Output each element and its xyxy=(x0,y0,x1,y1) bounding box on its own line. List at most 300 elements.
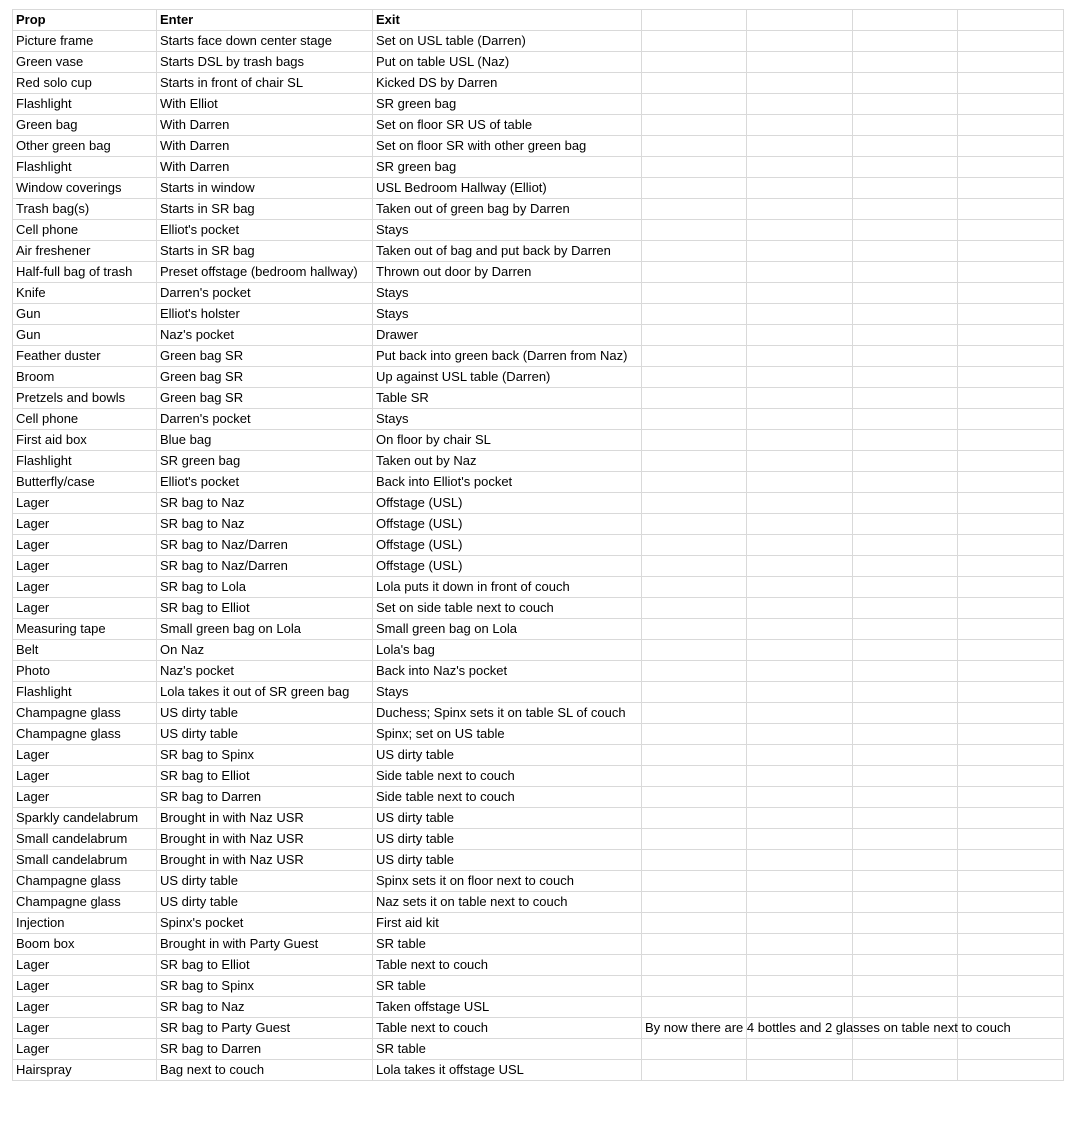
note-cell[interactable] xyxy=(642,283,747,304)
empty-cell[interactable] xyxy=(958,1039,1064,1060)
empty-cell[interactable] xyxy=(747,409,853,430)
note-cell[interactable] xyxy=(642,325,747,346)
empty-cell[interactable] xyxy=(853,493,958,514)
prop-cell[interactable]: Knife xyxy=(13,283,157,304)
empty-cell[interactable] xyxy=(747,304,853,325)
exit-cell[interactable]: Set on floor SR US of table xyxy=(373,115,642,136)
exit-cell[interactable]: Taken out by Naz xyxy=(373,451,642,472)
empty-cell[interactable] xyxy=(747,808,853,829)
empty-cell[interactable] xyxy=(958,157,1064,178)
enter-cell[interactable]: US dirty table xyxy=(157,871,373,892)
prop-cell[interactable]: Red solo cup xyxy=(13,73,157,94)
empty-cell[interactable] xyxy=(958,409,1064,430)
note-cell[interactable] xyxy=(642,619,747,640)
empty-cell[interactable] xyxy=(747,178,853,199)
enter-cell[interactable]: Starts in SR bag xyxy=(157,199,373,220)
empty-cell[interactable] xyxy=(853,220,958,241)
note-cell[interactable] xyxy=(642,157,747,178)
prop-cell[interactable]: Small candelabrum xyxy=(13,850,157,871)
empty-cell[interactable] xyxy=(958,367,1064,388)
empty-cell[interactable] xyxy=(853,94,958,115)
empty-cell[interactable] xyxy=(853,31,958,52)
prop-cell[interactable]: Champagne glass xyxy=(13,703,157,724)
empty-cell[interactable] xyxy=(958,619,1064,640)
empty-cell[interactable] xyxy=(747,262,853,283)
exit-cell[interactable]: US dirty table xyxy=(373,808,642,829)
note-cell[interactable] xyxy=(642,703,747,724)
header-exit[interactable]: Exit xyxy=(373,10,642,31)
exit-cell[interactable]: Table next to couch xyxy=(373,1018,642,1039)
header-empty-cell[interactable] xyxy=(958,10,1064,31)
enter-cell[interactable]: Starts in SR bag xyxy=(157,241,373,262)
note-cell[interactable] xyxy=(642,1060,747,1081)
empty-cell[interactable] xyxy=(853,724,958,745)
empty-cell[interactable] xyxy=(853,934,958,955)
empty-cell[interactable] xyxy=(958,682,1064,703)
prop-cell[interactable]: Lager xyxy=(13,556,157,577)
prop-cell[interactable]: Lager xyxy=(13,955,157,976)
empty-cell[interactable] xyxy=(958,556,1064,577)
empty-cell[interactable] xyxy=(958,577,1064,598)
enter-cell[interactable]: US dirty table xyxy=(157,703,373,724)
empty-cell[interactable] xyxy=(853,304,958,325)
prop-cell[interactable]: Cell phone xyxy=(13,220,157,241)
note-cell[interactable] xyxy=(642,451,747,472)
note-cell[interactable] xyxy=(642,1039,747,1060)
empty-cell[interactable] xyxy=(853,346,958,367)
enter-cell[interactable]: SR bag to Naz/Darren xyxy=(157,535,373,556)
note-cell[interactable] xyxy=(642,934,747,955)
header-prop[interactable]: Prop xyxy=(13,10,157,31)
note-cell[interactable] xyxy=(642,220,747,241)
empty-cell[interactable] xyxy=(958,304,1064,325)
empty-cell[interactable] xyxy=(747,682,853,703)
note-cell[interactable] xyxy=(642,745,747,766)
empty-cell[interactable] xyxy=(958,1060,1064,1081)
prop-cell[interactable]: Pretzels and bowls xyxy=(13,388,157,409)
enter-cell[interactable]: Starts in window xyxy=(157,178,373,199)
prop-cell[interactable]: Feather duster xyxy=(13,346,157,367)
prop-cell[interactable]: Butterfly/case xyxy=(13,472,157,493)
prop-cell[interactable]: Belt xyxy=(13,640,157,661)
empty-cell[interactable] xyxy=(958,241,1064,262)
empty-cell[interactable] xyxy=(958,640,1064,661)
empty-cell[interactable] xyxy=(747,913,853,934)
prop-cell[interactable]: Lager xyxy=(13,1018,157,1039)
empty-cell[interactable] xyxy=(747,535,853,556)
exit-cell[interactable]: Offstage (USL) xyxy=(373,535,642,556)
empty-cell[interactable] xyxy=(853,661,958,682)
header-empty-cell[interactable] xyxy=(853,10,958,31)
note-cell[interactable] xyxy=(642,493,747,514)
empty-cell[interactable] xyxy=(747,451,853,472)
prop-cell[interactable]: Flashlight xyxy=(13,451,157,472)
exit-cell[interactable]: Stays xyxy=(373,220,642,241)
prop-cell[interactable]: Air freshener xyxy=(13,241,157,262)
note-cell[interactable] xyxy=(642,808,747,829)
empty-cell[interactable] xyxy=(853,472,958,493)
exit-cell[interactable]: First aid kit xyxy=(373,913,642,934)
empty-cell[interactable] xyxy=(958,808,1064,829)
note-cell[interactable] xyxy=(642,514,747,535)
enter-cell[interactable]: SR bag to Naz/Darren xyxy=(157,556,373,577)
empty-cell[interactable] xyxy=(853,367,958,388)
note-cell[interactable] xyxy=(642,304,747,325)
exit-cell[interactable]: Table SR xyxy=(373,388,642,409)
note-cell[interactable] xyxy=(642,892,747,913)
exit-cell[interactable]: Thrown out door by Darren xyxy=(373,262,642,283)
empty-cell[interactable] xyxy=(747,220,853,241)
enter-cell[interactable]: SR bag to Darren xyxy=(157,787,373,808)
empty-cell[interactable] xyxy=(853,577,958,598)
empty-cell[interactable] xyxy=(747,829,853,850)
note-cell[interactable] xyxy=(642,367,747,388)
prop-cell[interactable]: Champagne glass xyxy=(13,892,157,913)
prop-cell[interactable]: Lager xyxy=(13,997,157,1018)
empty-cell[interactable] xyxy=(747,577,853,598)
exit-cell[interactable]: On floor by chair SL xyxy=(373,430,642,451)
prop-cell[interactable]: Flashlight xyxy=(13,94,157,115)
empty-cell[interactable] xyxy=(853,955,958,976)
exit-cell[interactable]: Side table next to couch xyxy=(373,787,642,808)
empty-cell[interactable] xyxy=(853,157,958,178)
enter-cell[interactable]: Darren's pocket xyxy=(157,409,373,430)
empty-cell[interactable] xyxy=(747,430,853,451)
empty-cell[interactable] xyxy=(958,94,1064,115)
empty-cell[interactable] xyxy=(747,892,853,913)
empty-cell[interactable] xyxy=(747,871,853,892)
empty-cell[interactable] xyxy=(853,388,958,409)
empty-cell[interactable] xyxy=(747,745,853,766)
prop-cell[interactable]: Lager xyxy=(13,514,157,535)
prop-cell[interactable]: Measuring tape xyxy=(13,619,157,640)
empty-cell[interactable] xyxy=(853,829,958,850)
prop-cell[interactable]: Flashlight xyxy=(13,682,157,703)
empty-cell[interactable] xyxy=(958,136,1064,157)
enter-cell[interactable]: Green bag SR xyxy=(157,346,373,367)
empty-cell[interactable] xyxy=(853,787,958,808)
empty-cell[interactable] xyxy=(747,661,853,682)
empty-cell[interactable] xyxy=(853,703,958,724)
exit-cell[interactable]: SR green bag xyxy=(373,157,642,178)
empty-cell[interactable] xyxy=(747,703,853,724)
empty-cell[interactable] xyxy=(853,1039,958,1060)
empty-cell[interactable] xyxy=(747,493,853,514)
enter-cell[interactable]: SR bag to Party Guest xyxy=(157,1018,373,1039)
empty-cell[interactable] xyxy=(747,73,853,94)
enter-cell[interactable]: Preset offstage (bedroom hallway) xyxy=(157,262,373,283)
empty-cell[interactable] xyxy=(747,157,853,178)
empty-cell[interactable] xyxy=(747,52,853,73)
empty-cell[interactable] xyxy=(747,325,853,346)
empty-cell[interactable] xyxy=(958,115,1064,136)
enter-cell[interactable]: Small green bag on Lola xyxy=(157,619,373,640)
note-cell[interactable] xyxy=(642,598,747,619)
empty-cell[interactable] xyxy=(853,178,958,199)
note-cell[interactable] xyxy=(642,262,747,283)
exit-cell[interactable]: Taken offstage USL xyxy=(373,997,642,1018)
exit-cell[interactable]: Lola's bag xyxy=(373,640,642,661)
empty-cell[interactable] xyxy=(958,892,1064,913)
empty-cell[interactable] xyxy=(853,808,958,829)
prop-cell[interactable]: Trash bag(s) xyxy=(13,199,157,220)
enter-cell[interactable]: Brought in with Naz USR xyxy=(157,808,373,829)
note-cell[interactable] xyxy=(642,682,747,703)
empty-cell[interactable] xyxy=(958,346,1064,367)
empty-cell[interactable] xyxy=(958,283,1064,304)
empty-cell[interactable] xyxy=(747,514,853,535)
enter-cell[interactable]: Darren's pocket xyxy=(157,283,373,304)
enter-cell[interactable]: SR bag to Elliot xyxy=(157,598,373,619)
prop-cell[interactable]: Lager xyxy=(13,1039,157,1060)
empty-cell[interactable] xyxy=(747,787,853,808)
enter-cell[interactable]: Starts face down center stage xyxy=(157,31,373,52)
empty-cell[interactable] xyxy=(853,409,958,430)
enter-cell[interactable]: On Naz xyxy=(157,640,373,661)
enter-cell[interactable]: Brought in with Naz USR xyxy=(157,850,373,871)
note-cell[interactable] xyxy=(642,535,747,556)
prop-cell[interactable]: Photo xyxy=(13,661,157,682)
prop-cell[interactable]: Flashlight xyxy=(13,157,157,178)
note-cell[interactable] xyxy=(642,661,747,682)
note-cell[interactable] xyxy=(642,640,747,661)
exit-cell[interactable]: SR table xyxy=(373,934,642,955)
enter-cell[interactable]: Spinx's pocket xyxy=(157,913,373,934)
exit-cell[interactable]: Put back into green back (Darren from Naz) xyxy=(373,346,642,367)
prop-cell[interactable]: Half-full bag of trash xyxy=(13,262,157,283)
note-cell[interactable] xyxy=(642,346,747,367)
empty-cell[interactable] xyxy=(853,73,958,94)
empty-cell[interactable] xyxy=(747,934,853,955)
empty-cell[interactable] xyxy=(747,136,853,157)
prop-cell[interactable]: Small candelabrum xyxy=(13,829,157,850)
empty-cell[interactable] xyxy=(747,850,853,871)
note-cell[interactable] xyxy=(642,199,747,220)
note-cell[interactable] xyxy=(642,241,747,262)
empty-cell[interactable] xyxy=(747,472,853,493)
note-cell[interactable]: By now there are 4 bottles and 2 glasses on table next to couch xyxy=(642,1018,747,1039)
empty-cell[interactable] xyxy=(958,745,1064,766)
note-cell[interactable] xyxy=(642,913,747,934)
empty-cell[interactable] xyxy=(958,724,1064,745)
note-cell[interactable] xyxy=(642,829,747,850)
empty-cell[interactable] xyxy=(747,367,853,388)
enter-cell[interactable]: Brought in with Naz USR xyxy=(157,829,373,850)
exit-cell[interactable]: Set on side table next to couch xyxy=(373,598,642,619)
empty-cell[interactable] xyxy=(958,766,1064,787)
note-cell[interactable] xyxy=(642,409,747,430)
prop-cell[interactable]: Window coverings xyxy=(13,178,157,199)
empty-cell[interactable] xyxy=(958,976,1064,997)
enter-cell[interactable]: Naz's pocket xyxy=(157,325,373,346)
enter-cell[interactable]: Elliot's pocket xyxy=(157,472,373,493)
empty-cell[interactable] xyxy=(853,52,958,73)
empty-cell[interactable] xyxy=(747,556,853,577)
empty-cell[interactable] xyxy=(853,1060,958,1081)
enter-cell[interactable]: With Elliot xyxy=(157,94,373,115)
empty-cell[interactable] xyxy=(747,346,853,367)
empty-cell[interactable] xyxy=(853,283,958,304)
note-cell[interactable] xyxy=(642,850,747,871)
prop-cell[interactable]: Hairspray xyxy=(13,1060,157,1081)
empty-cell[interactable] xyxy=(747,388,853,409)
exit-cell[interactable]: Spinx; set on US table xyxy=(373,724,642,745)
exit-cell[interactable]: Small green bag on Lola xyxy=(373,619,642,640)
enter-cell[interactable]: SR green bag xyxy=(157,451,373,472)
empty-cell[interactable] xyxy=(747,766,853,787)
exit-cell[interactable]: Stays xyxy=(373,283,642,304)
enter-cell[interactable]: SR bag to Naz xyxy=(157,493,373,514)
exit-cell[interactable]: Offstage (USL) xyxy=(373,556,642,577)
note-cell[interactable] xyxy=(642,388,747,409)
empty-cell[interactable] xyxy=(958,955,1064,976)
empty-cell[interactable] xyxy=(853,640,958,661)
prop-cell[interactable]: Lager xyxy=(13,745,157,766)
exit-cell[interactable]: Table next to couch xyxy=(373,955,642,976)
note-cell[interactable] xyxy=(642,556,747,577)
exit-cell[interactable]: Up against USL table (Darren) xyxy=(373,367,642,388)
note-cell[interactable] xyxy=(642,115,747,136)
exit-cell[interactable]: Spinx sets it on floor next to couch xyxy=(373,871,642,892)
empty-cell[interactable] xyxy=(958,535,1064,556)
prop-cell[interactable]: Lager xyxy=(13,787,157,808)
exit-cell[interactable]: Back into Elliot's pocket xyxy=(373,472,642,493)
header-empty-cell[interactable] xyxy=(747,10,853,31)
exit-cell[interactable]: Set on floor SR with other green bag xyxy=(373,136,642,157)
note-cell[interactable] xyxy=(642,955,747,976)
empty-cell[interactable] xyxy=(958,871,1064,892)
empty-cell[interactable] xyxy=(853,262,958,283)
exit-cell[interactable]: Lola puts it down in front of couch xyxy=(373,577,642,598)
enter-cell[interactable]: Elliot's pocket xyxy=(157,220,373,241)
exit-cell[interactable]: Offstage (USL) xyxy=(373,493,642,514)
note-cell[interactable] xyxy=(642,136,747,157)
empty-cell[interactable] xyxy=(853,514,958,535)
prop-cell[interactable]: Picture frame xyxy=(13,31,157,52)
prop-cell[interactable]: Gun xyxy=(13,325,157,346)
exit-cell[interactable]: Put on table USL (Naz) xyxy=(373,52,642,73)
empty-cell[interactable] xyxy=(853,115,958,136)
empty-cell[interactable] xyxy=(747,976,853,997)
enter-cell[interactable]: US dirty table xyxy=(157,724,373,745)
prop-cell[interactable]: Champagne glass xyxy=(13,871,157,892)
empty-cell[interactable] xyxy=(958,661,1064,682)
exit-cell[interactable]: SR green bag xyxy=(373,94,642,115)
empty-cell[interactable] xyxy=(747,115,853,136)
empty-cell[interactable] xyxy=(853,430,958,451)
empty-cell[interactable] xyxy=(958,52,1064,73)
exit-cell[interactable]: Side table next to couch xyxy=(373,766,642,787)
exit-cell[interactable]: SR table xyxy=(373,1039,642,1060)
note-cell[interactable] xyxy=(642,577,747,598)
exit-cell[interactable]: Kicked DS by Darren xyxy=(373,73,642,94)
prop-cell[interactable]: Champagne glass xyxy=(13,724,157,745)
empty-cell[interactable] xyxy=(958,325,1064,346)
empty-cell[interactable] xyxy=(853,871,958,892)
empty-cell[interactable] xyxy=(958,220,1064,241)
prop-cell[interactable]: First aid box xyxy=(13,430,157,451)
prop-cell[interactable]: Lager xyxy=(13,766,157,787)
empty-cell[interactable] xyxy=(747,94,853,115)
empty-cell[interactable] xyxy=(747,31,853,52)
empty-cell[interactable] xyxy=(853,199,958,220)
empty-cell[interactable] xyxy=(747,640,853,661)
prop-cell[interactable]: Lager xyxy=(13,535,157,556)
empty-cell[interactable] xyxy=(853,556,958,577)
empty-cell[interactable] xyxy=(747,724,853,745)
empty-cell[interactable] xyxy=(853,535,958,556)
enter-cell[interactable]: SR bag to Spinx xyxy=(157,976,373,997)
enter-cell[interactable]: SR bag to Elliot xyxy=(157,955,373,976)
exit-cell[interactable]: US dirty table xyxy=(373,829,642,850)
header-enter[interactable]: Enter xyxy=(157,10,373,31)
empty-cell[interactable] xyxy=(958,262,1064,283)
empty-cell[interactable] xyxy=(853,913,958,934)
exit-cell[interactable]: US dirty table xyxy=(373,850,642,871)
enter-cell[interactable]: Green bag SR xyxy=(157,388,373,409)
empty-cell[interactable] xyxy=(747,955,853,976)
empty-cell[interactable] xyxy=(958,73,1064,94)
enter-cell[interactable]: SR bag to Lola xyxy=(157,577,373,598)
note-cell[interactable] xyxy=(642,766,747,787)
prop-cell[interactable]: Green vase xyxy=(13,52,157,73)
exit-cell[interactable]: Lola takes it offstage USL xyxy=(373,1060,642,1081)
enter-cell[interactable]: SR bag to Naz xyxy=(157,997,373,1018)
empty-cell[interactable] xyxy=(958,199,1064,220)
empty-cell[interactable] xyxy=(958,598,1064,619)
prop-cell[interactable]: Injection xyxy=(13,913,157,934)
empty-cell[interactable] xyxy=(958,178,1064,199)
note-cell[interactable] xyxy=(642,472,747,493)
note-cell[interactable] xyxy=(642,724,747,745)
prop-cell[interactable]: Gun xyxy=(13,304,157,325)
empty-cell[interactable] xyxy=(958,430,1064,451)
empty-cell[interactable] xyxy=(853,976,958,997)
empty-cell[interactable] xyxy=(853,997,958,1018)
empty-cell[interactable] xyxy=(958,913,1064,934)
enter-cell[interactable]: Lola takes it out of SR green bag xyxy=(157,682,373,703)
enter-cell[interactable]: SR bag to Elliot xyxy=(157,766,373,787)
prop-cell[interactable]: Broom xyxy=(13,367,157,388)
empty-cell[interactable] xyxy=(747,997,853,1018)
empty-cell[interactable] xyxy=(853,892,958,913)
exit-cell[interactable]: Drawer xyxy=(373,325,642,346)
enter-cell[interactable]: SR bag to Spinx xyxy=(157,745,373,766)
prop-cell[interactable]: Boom box xyxy=(13,934,157,955)
empty-cell[interactable] xyxy=(747,199,853,220)
exit-cell[interactable]: Offstage (USL) xyxy=(373,514,642,535)
empty-cell[interactable] xyxy=(747,283,853,304)
prop-cell[interactable]: Lager xyxy=(13,598,157,619)
empty-cell[interactable] xyxy=(747,598,853,619)
note-cell[interactable] xyxy=(642,787,747,808)
prop-cell[interactable]: Lager xyxy=(13,577,157,598)
exit-cell[interactable]: Stays xyxy=(373,682,642,703)
prop-cell[interactable]: Other green bag xyxy=(13,136,157,157)
empty-cell[interactable] xyxy=(958,514,1064,535)
enter-cell[interactable]: SR bag to Naz xyxy=(157,514,373,535)
enter-cell[interactable]: Green bag SR xyxy=(157,367,373,388)
note-cell[interactable] xyxy=(642,178,747,199)
exit-cell[interactable]: USL Bedroom Hallway (Elliot) xyxy=(373,178,642,199)
prop-cell[interactable]: Cell phone xyxy=(13,409,157,430)
enter-cell[interactable]: Starts DSL by trash bags xyxy=(157,52,373,73)
empty-cell[interactable] xyxy=(853,619,958,640)
exit-cell[interactable]: Set on USL table (Darren) xyxy=(373,31,642,52)
exit-cell[interactable]: Naz sets it on table next to couch xyxy=(373,892,642,913)
enter-cell[interactable]: With Darren xyxy=(157,115,373,136)
empty-cell[interactable] xyxy=(853,850,958,871)
